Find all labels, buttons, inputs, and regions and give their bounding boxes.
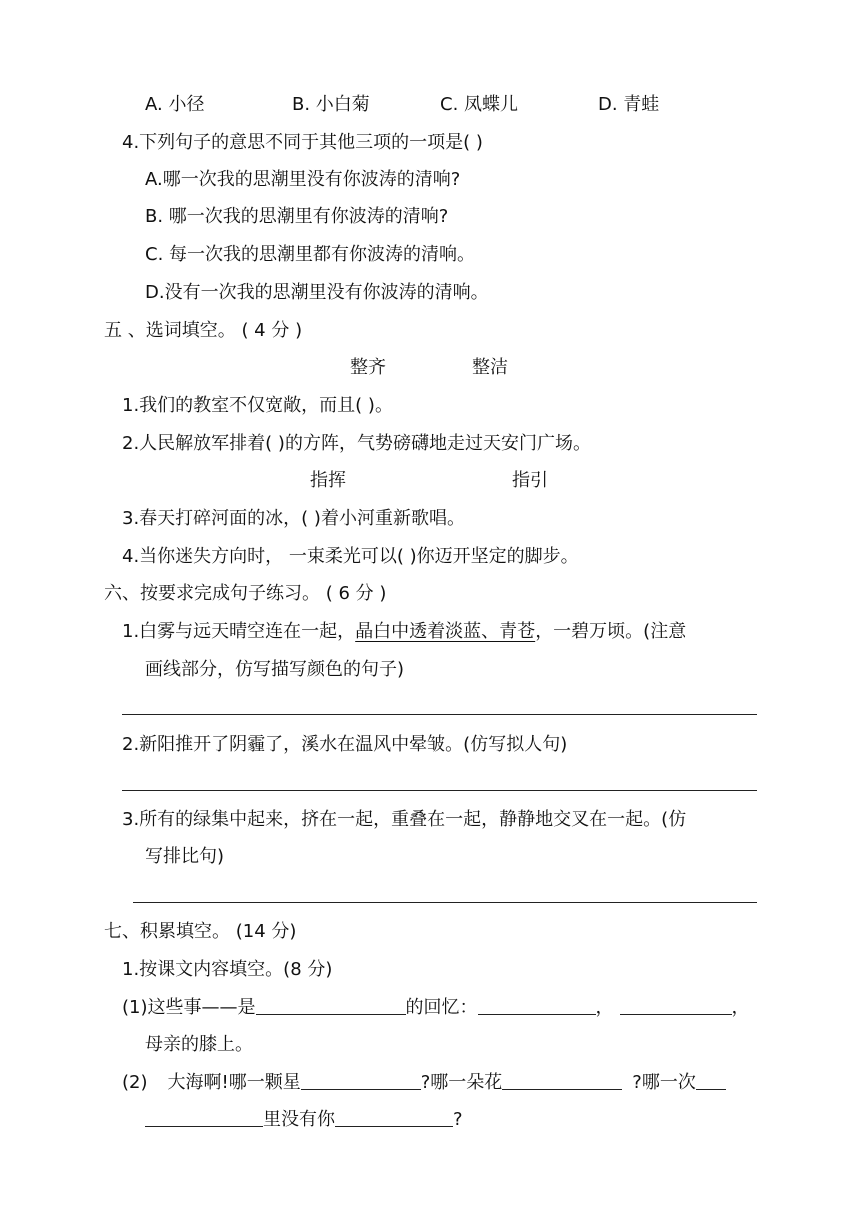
fill2-blank-3b[interactable] [145, 1108, 263, 1127]
fill2-blank-1[interactable] [301, 1071, 421, 1090]
section5-item3: 3.春天打碎河面的冰，( )着小河重新歌唱。 [122, 508, 465, 529]
fill2-text-b: ?哪一朵花 [420, 1072, 503, 1093]
q3-option-d: D. 青蛙 [598, 94, 660, 115]
fill1-text-d: ， [731, 997, 750, 1018]
fill-question-2 [122, 1071, 726, 1095]
fill-question-2-line2 [145, 1108, 463, 1132]
word-choice-1a: 整齐 [350, 357, 386, 378]
fill2-text-c: ?哪一次 [632, 1072, 696, 1093]
q3-option-b: B. 小白菊 [292, 94, 370, 115]
item1-text-pre: 1.白雾与远天晴空连在一起， [122, 621, 356, 642]
fill1-line2: 母亲的膝上。 [145, 1034, 253, 1055]
fill1-label: (1) [122, 997, 148, 1018]
fill2-blank-4[interactable] [335, 1108, 453, 1127]
fill1-text-c: ， [595, 997, 614, 1018]
word-choice-2a: 指挥 [310, 470, 346, 491]
fill2-blank-2[interactable] [502, 1071, 622, 1090]
fill2-text-d: 里没有你 [263, 1109, 335, 1130]
section7-heading: 七、积累填空。 (14 分) [104, 921, 297, 942]
section6-item1-line2: 画线部分，仿写描写颜色的句子) [145, 659, 405, 680]
q3-option-c: C. 凤蝶儿 [440, 94, 519, 115]
section6-item1 [122, 620, 686, 644]
q4-option-d: D.没有一次我的思潮里没有你波涛的清响。 [145, 282, 489, 303]
q4-option-a: A.哪一次我的思潮里没有你波涛的清响? [145, 169, 461, 190]
section6-item3-line2: 写排比句) [145, 846, 225, 867]
fill2-label: (2) [122, 1072, 148, 1093]
section6-item2: 2.新阳推开了阴霾了，溪水在温风中晕皱。(仿写拟人句) [122, 734, 568, 755]
section6-item3: 3.所有的绿集中起来，挤在一起，重叠在一起，静静地交叉在一起。(仿 [122, 809, 687, 830]
word-choice-2b: 指引 [512, 470, 548, 491]
answer-line-2[interactable] [122, 790, 757, 791]
section5-heading: 五 、选词填空。 ( 4 分 ) [104, 320, 303, 341]
answer-line-3[interactable] [133, 902, 757, 903]
fill1-blank-2[interactable] [478, 996, 596, 1015]
q4-option-b: B. 哪一次我的思潮里有你波涛的清响? [145, 206, 449, 227]
fill1-text-b: 的回忆： [405, 997, 478, 1018]
item1-text-post: ，一碧万顷。(注意 [535, 621, 687, 642]
section6-heading: 六、按要求完成句子练习。 ( 6 分 ) [104, 583, 387, 604]
fill1-blank-1[interactable] [256, 996, 406, 1015]
fill-question-1 [122, 996, 750, 1020]
item1-underlined-phrase: 晶白中透着淡蓝、青苍 [355, 621, 536, 642]
answer-line-1[interactable] [122, 714, 757, 715]
fill1-blank-3[interactable] [620, 996, 732, 1015]
fill2-text-e: ? [453, 1109, 463, 1130]
fill1-text-a: 这些事——是 [147, 997, 256, 1018]
q4-stem: 4.下列句子的意思不同于其他三项的一项是( ) [122, 132, 483, 153]
section5-item2: 2.人民解放军排着( )的方阵，气势磅礴地走过天安门广场。 [122, 433, 591, 454]
section5-item1: 1.我们的教室不仅宽敞，而且( )。 [122, 395, 393, 416]
fill2-blank-3a[interactable] [696, 1071, 726, 1090]
section7-sub1: 1.按课文内容填空。(8 分) [122, 959, 333, 980]
q3-option-a: A. 小径 [145, 94, 205, 115]
q4-option-c: C. 每一次我的思潮里都有你波涛的清响。 [145, 244, 476, 265]
word-choice-1b: 整洁 [472, 357, 508, 378]
fill2-text-a: 大海啊!哪一颗星 [167, 1072, 301, 1093]
section5-item4: 4.当你迷失方向时， 一束柔光可以( )你迈开坚定的脚步。 [122, 546, 579, 567]
